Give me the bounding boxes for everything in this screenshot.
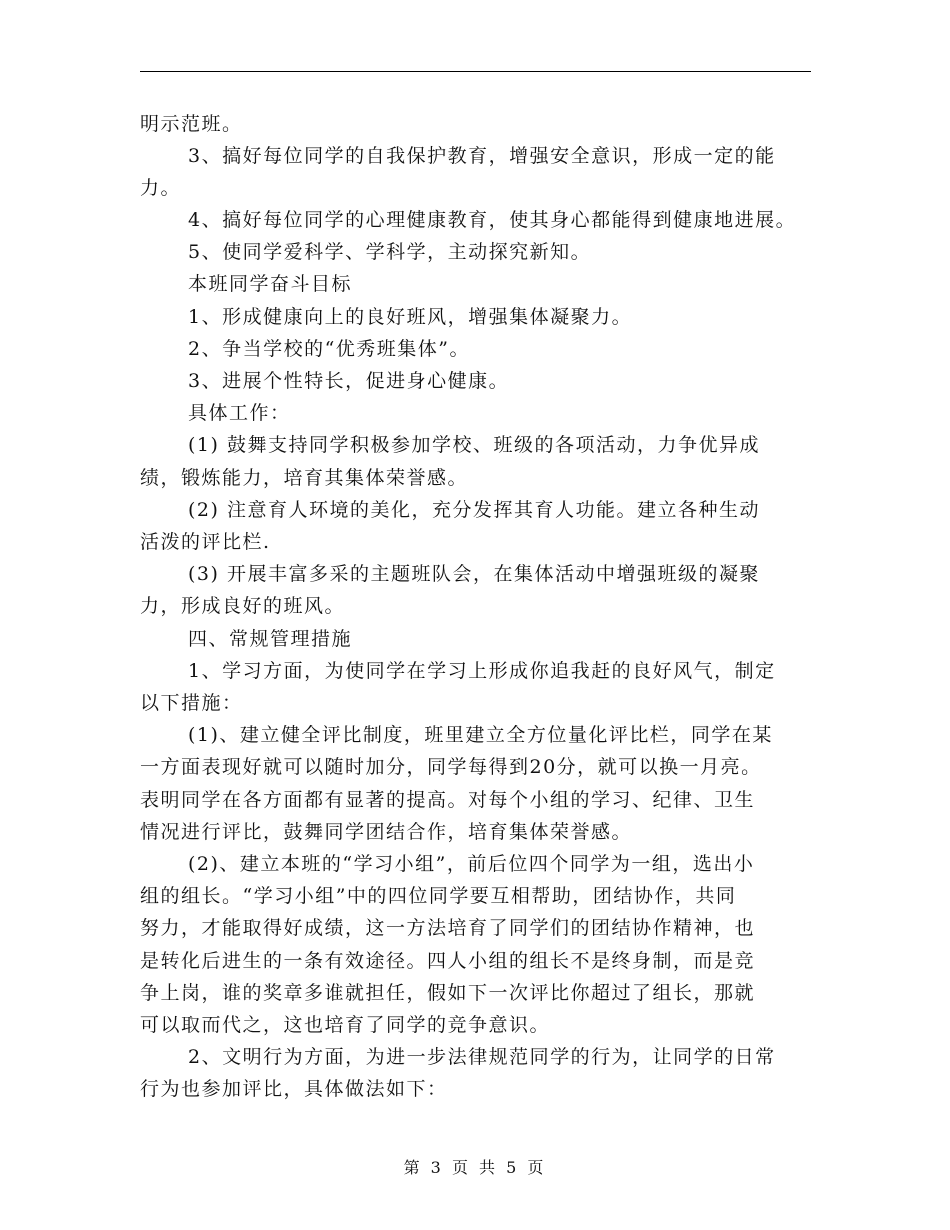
- text-line: 绩，锻炼能力，培育其集体荣誉感。: [140, 467, 469, 489]
- text-line: 3、进展个性特长，促进身心健康。: [188, 370, 510, 392]
- text-line: 以下措施：: [140, 692, 243, 714]
- text-line: 力。: [140, 177, 182, 199]
- text-line: (1)、建立健全评比制度，班里建立全方位量化评比栏，同学在某: [188, 724, 773, 746]
- header-rule: [140, 71, 811, 72]
- text-line: 1、形成健康向上的良好班风，增强集体凝聚力。: [188, 306, 633, 328]
- text-line: 3、搞好每位同学的自我保护教育，增强安全意识，形成一定的能: [188, 145, 776, 167]
- section-heading: 具体工作：: [188, 402, 291, 424]
- text-line: 明示范班。: [140, 113, 243, 135]
- text-line: 一方面表现好就可以随时加分，同学每得到20分，就可以换一月亮。: [140, 756, 762, 778]
- text-line: 可以取而代之，这也培育了同学的竞争意识。: [140, 1014, 551, 1036]
- text-line: 是转化后进生的一条有效途径。四人小组的组长不是终身制，而是竞: [140, 950, 756, 972]
- text-line: 组的组长。“学习小组”中的四位同学要互相帮助，团结协作，共同: [140, 885, 737, 907]
- text-line: 努力，才能取得好成绩，这一方法培育了同学们的团结协作精神，也: [140, 917, 756, 939]
- text-line: (1) 鼓舞支持同学积极参加学校、班级的各项活动，力争优异成: [188, 434, 760, 456]
- text-line: 2、文明行为方面，为进一步法律规范同学的行为，让同学的日常: [188, 1046, 776, 1068]
- page-number: 第 3 页 共 5 页: [403, 1158, 547, 1177]
- text-line: 5、使同学爱科学、学科学，主动探究新知。: [188, 241, 592, 263]
- text-line: 活泼的评比栏.: [140, 531, 271, 553]
- text-line: 力，形成良好的班风。: [140, 595, 346, 617]
- text-line: 情况进行评比，鼓舞同学团结合作，培育集体荣誉感。: [140, 821, 633, 843]
- text-line: (2) 注意育人环境的美化，充分发挥其育人功能。建立各种生动: [188, 499, 760, 521]
- section-heading: 本班同学奋斗目标: [188, 273, 353, 295]
- text-line: 表明同学在各方面都有显著的提高。对每个小组的学习、纪律、卫生: [140, 789, 756, 811]
- text-line: 2、争当学校的“优秀班集体”。: [188, 338, 471, 360]
- text-line: 4、搞好每位同学的心理健康教育，使其身心都能得到健康地进展。: [188, 209, 797, 231]
- text-line: 行为也参加评比，具体做法如下：: [140, 1078, 448, 1100]
- text-line: (2)、建立本班的“学习小组”，前后位四个同学为一组，选出小: [188, 853, 755, 875]
- text-line: 争上岗，谁的奖章多谁就担任，假如下一次评比你超过了组长，那就: [140, 982, 756, 1004]
- text-line: 1、学习方面，为使同学在学习上形成你追我赶的良好风气，制定: [188, 660, 776, 682]
- section-heading: 四、常规管理措施: [188, 628, 353, 650]
- text-line: (3) 开展丰富多采的主题班队会，在集体活动中增强班级的凝聚: [188, 563, 760, 585]
